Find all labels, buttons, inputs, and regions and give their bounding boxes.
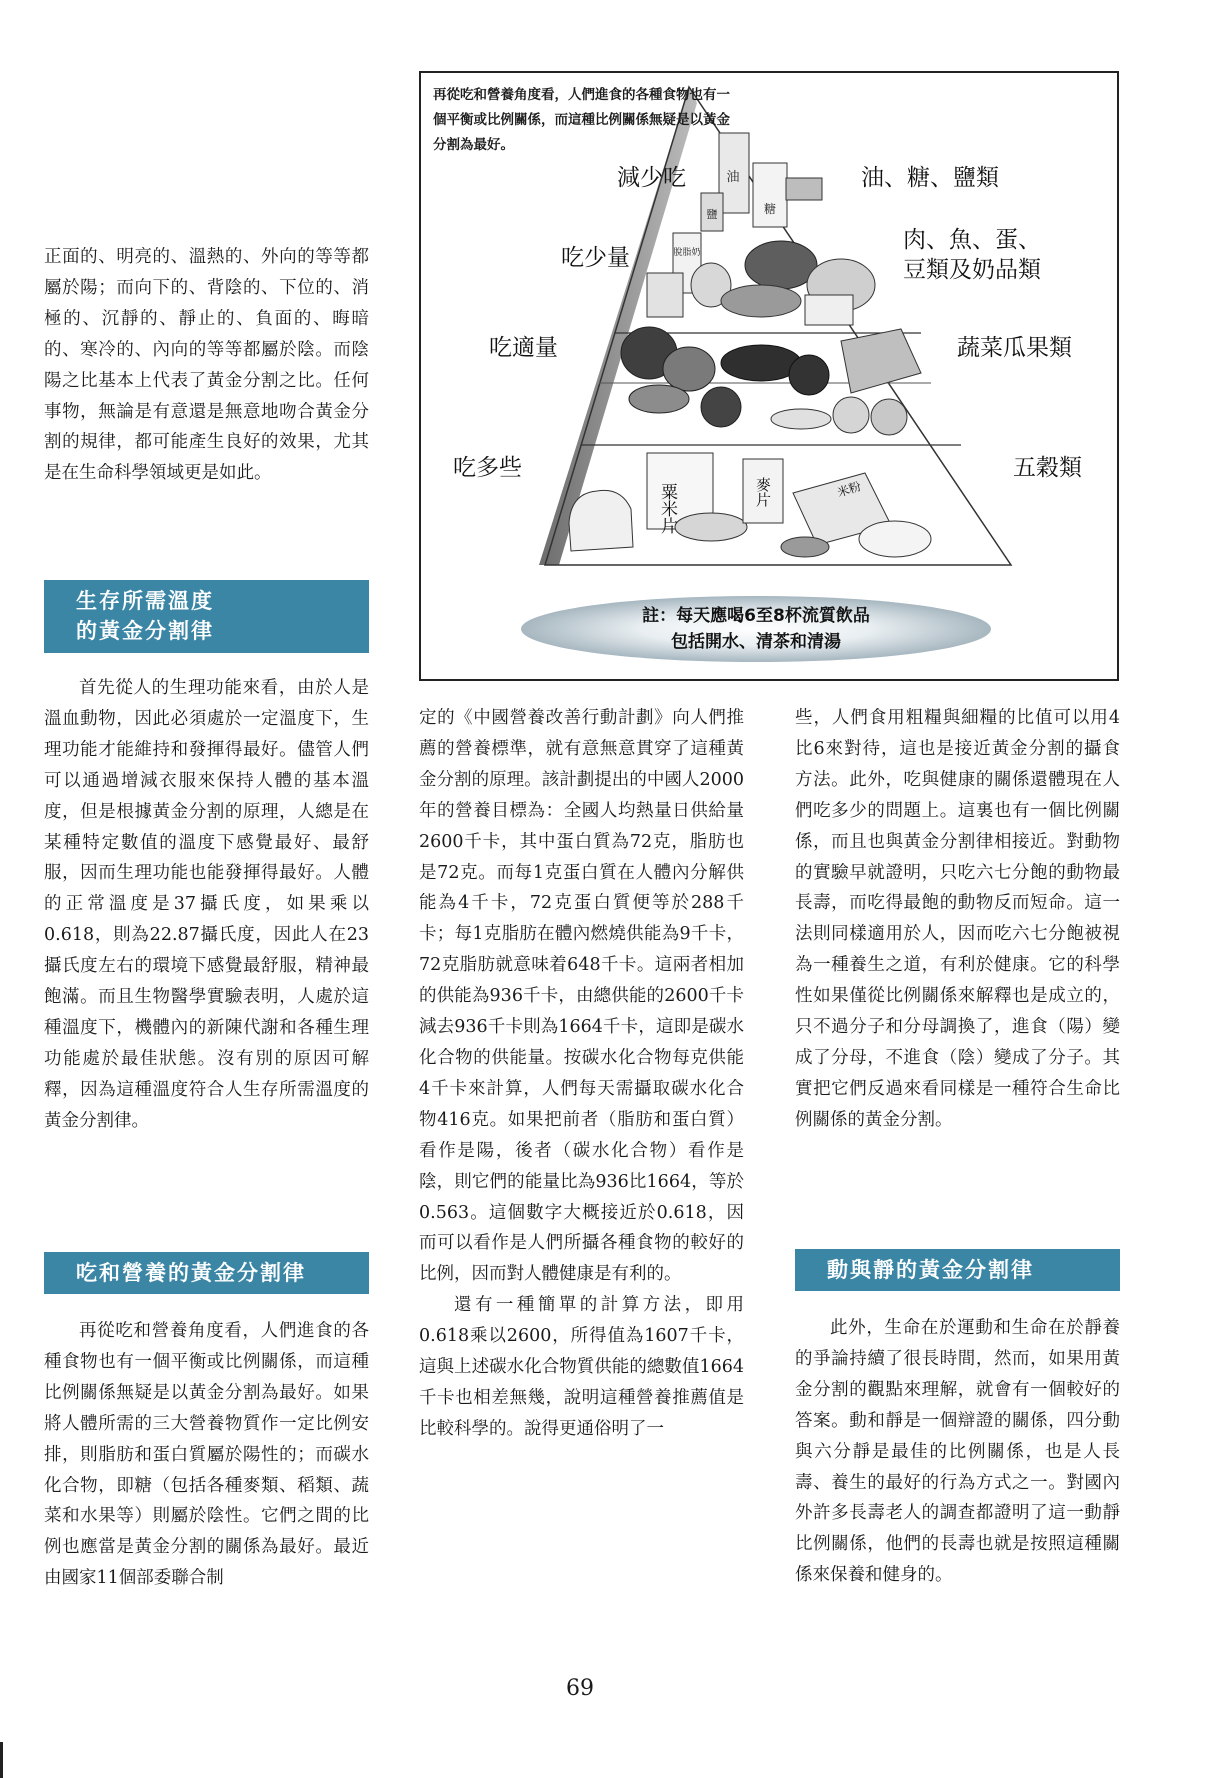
section-heading-nutrition: 吃和營養的黃金分割律 xyxy=(44,1252,369,1294)
tier-amount-moderate: 吃適量 xyxy=(489,335,558,361)
food-pyramid-figure xyxy=(419,71,1119,681)
grapes xyxy=(789,355,829,395)
tier-food-vegetables: 蔬菜瓜果類 xyxy=(957,335,1072,361)
nutrition-paragraph: 再從吃和營養角度看，人們進食的各種食物也有一個平衡或比例關係，而這種比例關係無疑是以黃金分割為最好。如果將人體所需的三大營養物質作一定比例安排，則脂肪和蛋白質屬於陽性的；而碳水化合物，即糖（包括各種麥類、稻類、蔬菜和水果等）則屬於陰性。它們之間的比例也應當是黃金分割的關係為最好。最近由國家11個部委聯合制 xyxy=(44,1321,369,1589)
section-heading-motion: 動與靜的黃金分割律 xyxy=(795,1249,1120,1291)
lettuce xyxy=(663,347,715,391)
tomato xyxy=(701,387,741,427)
oats-label: 麥片 xyxy=(754,477,772,507)
rice-pot xyxy=(859,521,931,557)
banana xyxy=(771,409,831,429)
note-line-1: 註：每天應喝6至8杯流質飲品 xyxy=(642,606,870,626)
sugar-box xyxy=(753,163,787,227)
middle-column xyxy=(419,703,744,1445)
middle-paragraph-2: 還有一種簡單的計算方法，即用0.618乘以2600，所得值為1607千卡，這與上述碳水化合物質供能的總數值1664千卡也相差無幾，說明這種營養推薦值是比較科學的。說得更通俗明了一 xyxy=(419,1295,744,1439)
protein-dairy-illustration xyxy=(647,233,875,325)
figure-caption: 再從吃和營養角度看，人們進食的各種食物也有一個平衡或比例關係，而這種比例關係無疑是以黃金分割為最好。 xyxy=(433,87,730,153)
section-heading-temperature xyxy=(44,580,369,653)
left-column-temperature xyxy=(44,673,369,1137)
cereal-label: 粟米片 xyxy=(657,483,677,534)
sugar-bowl xyxy=(786,178,822,200)
apple xyxy=(833,397,869,433)
temperature-paragraph: 首先從人的生理功能來看，由於人是溫血動物，因此必須處於一定溫度下，生理功能才能維持和發揮得最好。儘管人們可以通過增減衣服來保持人體的基本溫度，但是根據黃金分割的原理，人總是在某種特定數值的溫度下感覺最好、最舒服，因而生理功能也能發揮得最好。人體的正常溫度是37攝氏度，如果乘以0.618，則為22.87攝氏度，因此人在23攝氏度左右的環境下感覺最舒服，精神最飽滿。而且生物醫學實驗表明，人處於這種溫度下，機體內的新陳代謝和各種生理功能處於最佳狀態。沒有別的原因可解釋，因為這種溫度符合人生存所需溫度的黃金分割律。 xyxy=(44,678,369,1131)
heading-line-2: 的黃金分割律 xyxy=(76,619,214,643)
right-paragraph-1: 些，人們食用粗糧與細糧的比值可以用4比6來對待，這也是接近黃金分割的攝食方法。此外，吃與健康的關係還體現在人們吃多少的問題上。這裏也有一個比例關係，而且也與黃金分割律相接近。對動物的實驗早就證明，只吃六七分飽的動物最長壽，而吃得最飽的動物反而短命。這一法則同樣適用於人，因而吃六七分飽被視為一種養生之道，有利於健康。它的科學性如果僅從比例關係來解釋也是成立的，只不過分子和分母調換了，進食（陽）變成了分母，不進食（陰）變成了分子。其實把它們反過來看同樣是一種符合生命比例關係的黃金分割。 xyxy=(795,708,1120,1130)
salt-label: 鹽 xyxy=(706,208,718,221)
tier-amount-little: 吃少量 xyxy=(561,245,630,271)
tier-food-protein: 肉、魚、蛋、豆類及奶品類 xyxy=(903,227,1041,283)
left-column-intro xyxy=(44,242,369,489)
right-column-upper xyxy=(795,703,1120,1136)
rice-bowl xyxy=(675,513,747,541)
sugar-label: 糖 xyxy=(763,202,777,216)
scan-edge-mark xyxy=(0,1742,3,1778)
carrot xyxy=(629,385,689,413)
milk-label: 脫脂奶 xyxy=(673,248,701,258)
right-column-lower xyxy=(795,1313,1120,1591)
oil-label: 油 xyxy=(726,170,740,185)
heading-line-1: 生存所需溫度 xyxy=(76,589,214,613)
middle-paragraph-1: 定的《中國營養改善行動計劃》向人們推薦的營養標準，就有意無意貫穿了這種黃金分割的原理。該計劃提出的中國人2000年的營養目標為：全國人均熱量日供給量2600千卡，其中蛋白質為72克，脂肪也是72克。而每1克蛋白質在人體內分解供能為4千卡，72克蛋白質便等於288千卡；每1克脂肪在體內燃燒供能為9千卡，72克脂肪就意味着648千卡。這兩者相加的供能為936千卡，由總供能的2600千卡減去936千卡則為1664千卡，這即是碳水化合物的供能量。按碳水化合物每克供能4千卡來計算，人們每天需攝取碳水化合物416克。如果把前者（脂肪和蛋白質）看作是陽，後者（碳水化合物）看作是陰，則它們的能量比為936比1664，等於0.563。這個數字大概接近於0.618，因而可以看作是人們所攝各種食物的較好的比例，因而對人體健康是有利的。 xyxy=(419,708,744,1285)
rice-noodle-label: 米粉 xyxy=(835,479,863,500)
tier-food-grains: 五穀類 xyxy=(1013,455,1082,481)
page-number: 69 xyxy=(566,1676,594,1701)
fish xyxy=(721,285,801,317)
tier-amount-more: 吃多些 xyxy=(453,455,522,481)
potatoes xyxy=(781,537,829,557)
tofu-block xyxy=(805,295,853,325)
left-column-nutrition xyxy=(44,1316,369,1594)
grains-illustration xyxy=(569,453,931,557)
pyramid-graphic xyxy=(421,73,1121,683)
orange xyxy=(871,399,907,435)
motion-paragraph: 此外，生命在於運動和生命在於靜養的爭論持續了很長時間，然而，如果用黃金分割的觀點來理解，就會有一個較好的答案。動和靜是一個辯證的關係，四分動與六分靜是最佳的比例關係，也是人長壽、養生的最好的行為方式之一。對國內外許多長壽老人的調查都證明了這一動靜比例關係，他們的長壽也就是按照這種關係來保養和健身的。 xyxy=(795,1318,1120,1586)
tier-food-oil-sugar-salt: 油、糖、鹽類 xyxy=(861,165,999,191)
bread-loaf xyxy=(569,490,633,551)
dairy-box xyxy=(647,273,683,317)
eggplant-meat xyxy=(745,241,817,289)
fluid-note xyxy=(521,596,991,662)
intro-paragraph: 正面的、明亮的、溫熱的、外向的等等都屬於陽；而向下的、背陰的、下位的、消極的、沉靜的、靜止的、負面的、晦暗的、寒冷的、內向的等等都屬於陰。而陰陽之比基本上代表了黃金分割之比。任何事物，無論是有意還是無意地吻合黃金分割的規律，都可能產生良好的效果，尤其是在生命科學領域更是如此。 xyxy=(44,247,369,484)
tier-amount-reduce: 減少吃 xyxy=(617,165,686,191)
vegetables-fruit-illustration xyxy=(621,327,921,435)
note-line-2: 包括開水、清茶和清湯 xyxy=(671,632,841,652)
